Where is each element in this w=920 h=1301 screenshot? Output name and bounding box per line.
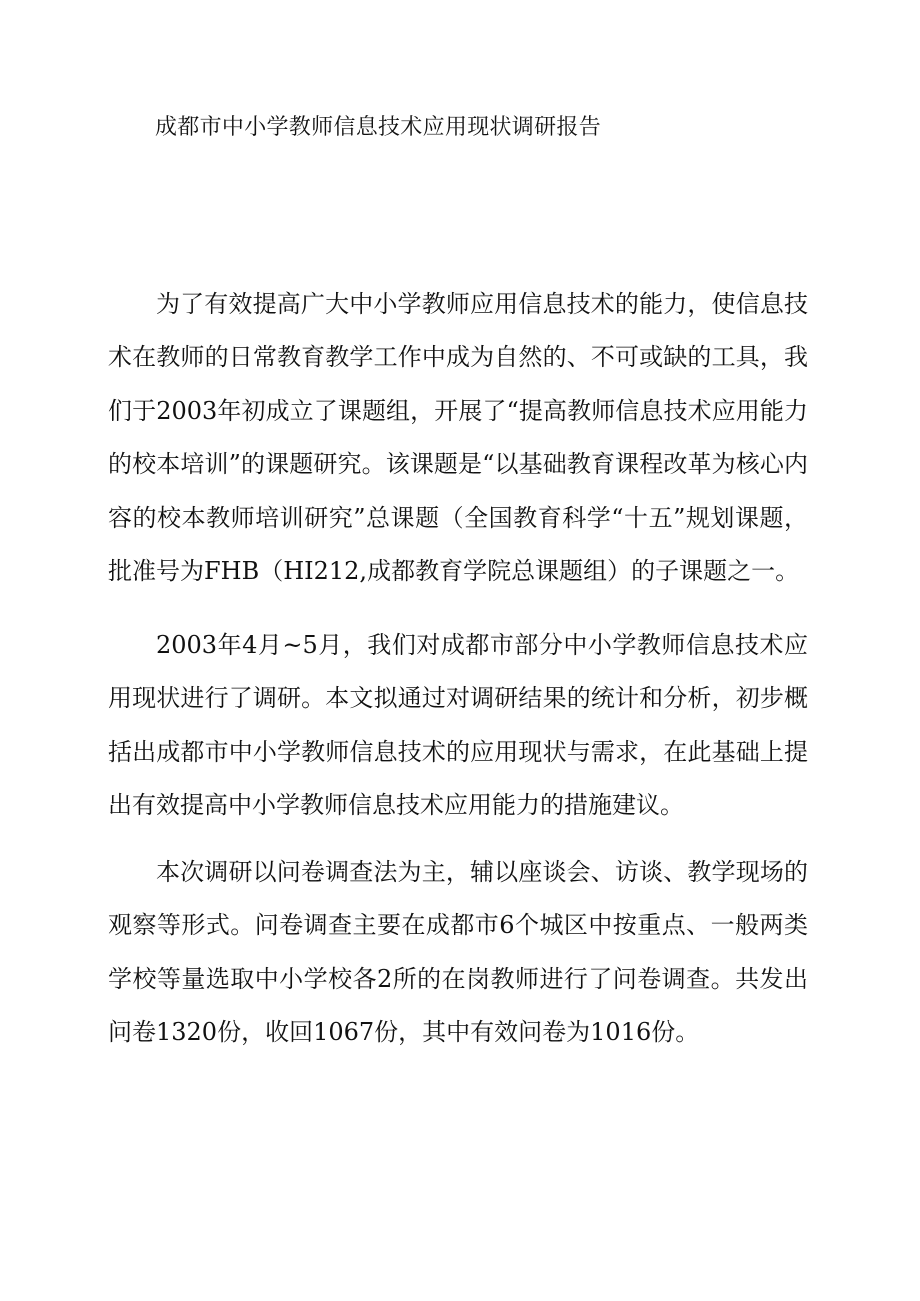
- paragraph-background: 为了有效提高广大中小学教师应用信息技术的能力，使信息技术在教师的日常教育教学工作中成为自然的、不可或缺的工具，我们于2003年初成立了课题组，开展了“提高教师信息技术应用能力的校本培训”的课题研究。该课题是“以基础教育课程改革为核心内容的校本教师培训研究”总课题（全国教育科学“十五”规划课题，批准号为FHB（HI212,成都教育学院总课题组）的子课题之一。: [108, 290, 808, 586]
- document-title: 成都市中小学教师信息技术应用现状调研报告: [155, 115, 602, 140]
- paragraph-survey-purpose: 2003年4月~5月，我们对成都市部分中小学教师信息技术应用现状进行了调研。本文拟通过对调研结果的统计和分析，初步概括出成都市中小学教师信息技术的应用现状与需求，在此基础上提出有效提高中小学教师信息技术应用能力的措施建议。: [108, 631, 808, 820]
- paragraph-survey-method: 本次调研以问卷调查法为主，辅以座谈会、访谈、教学现场的观察等形式。问卷调查主要在成都市6个城区中按重点、一般两类学校等量选取中小学校各2所的在岗教师进行了问卷调查。共发出问卷1320份，收回1067份，其中有效问卷为1016份。: [108, 858, 808, 1047]
